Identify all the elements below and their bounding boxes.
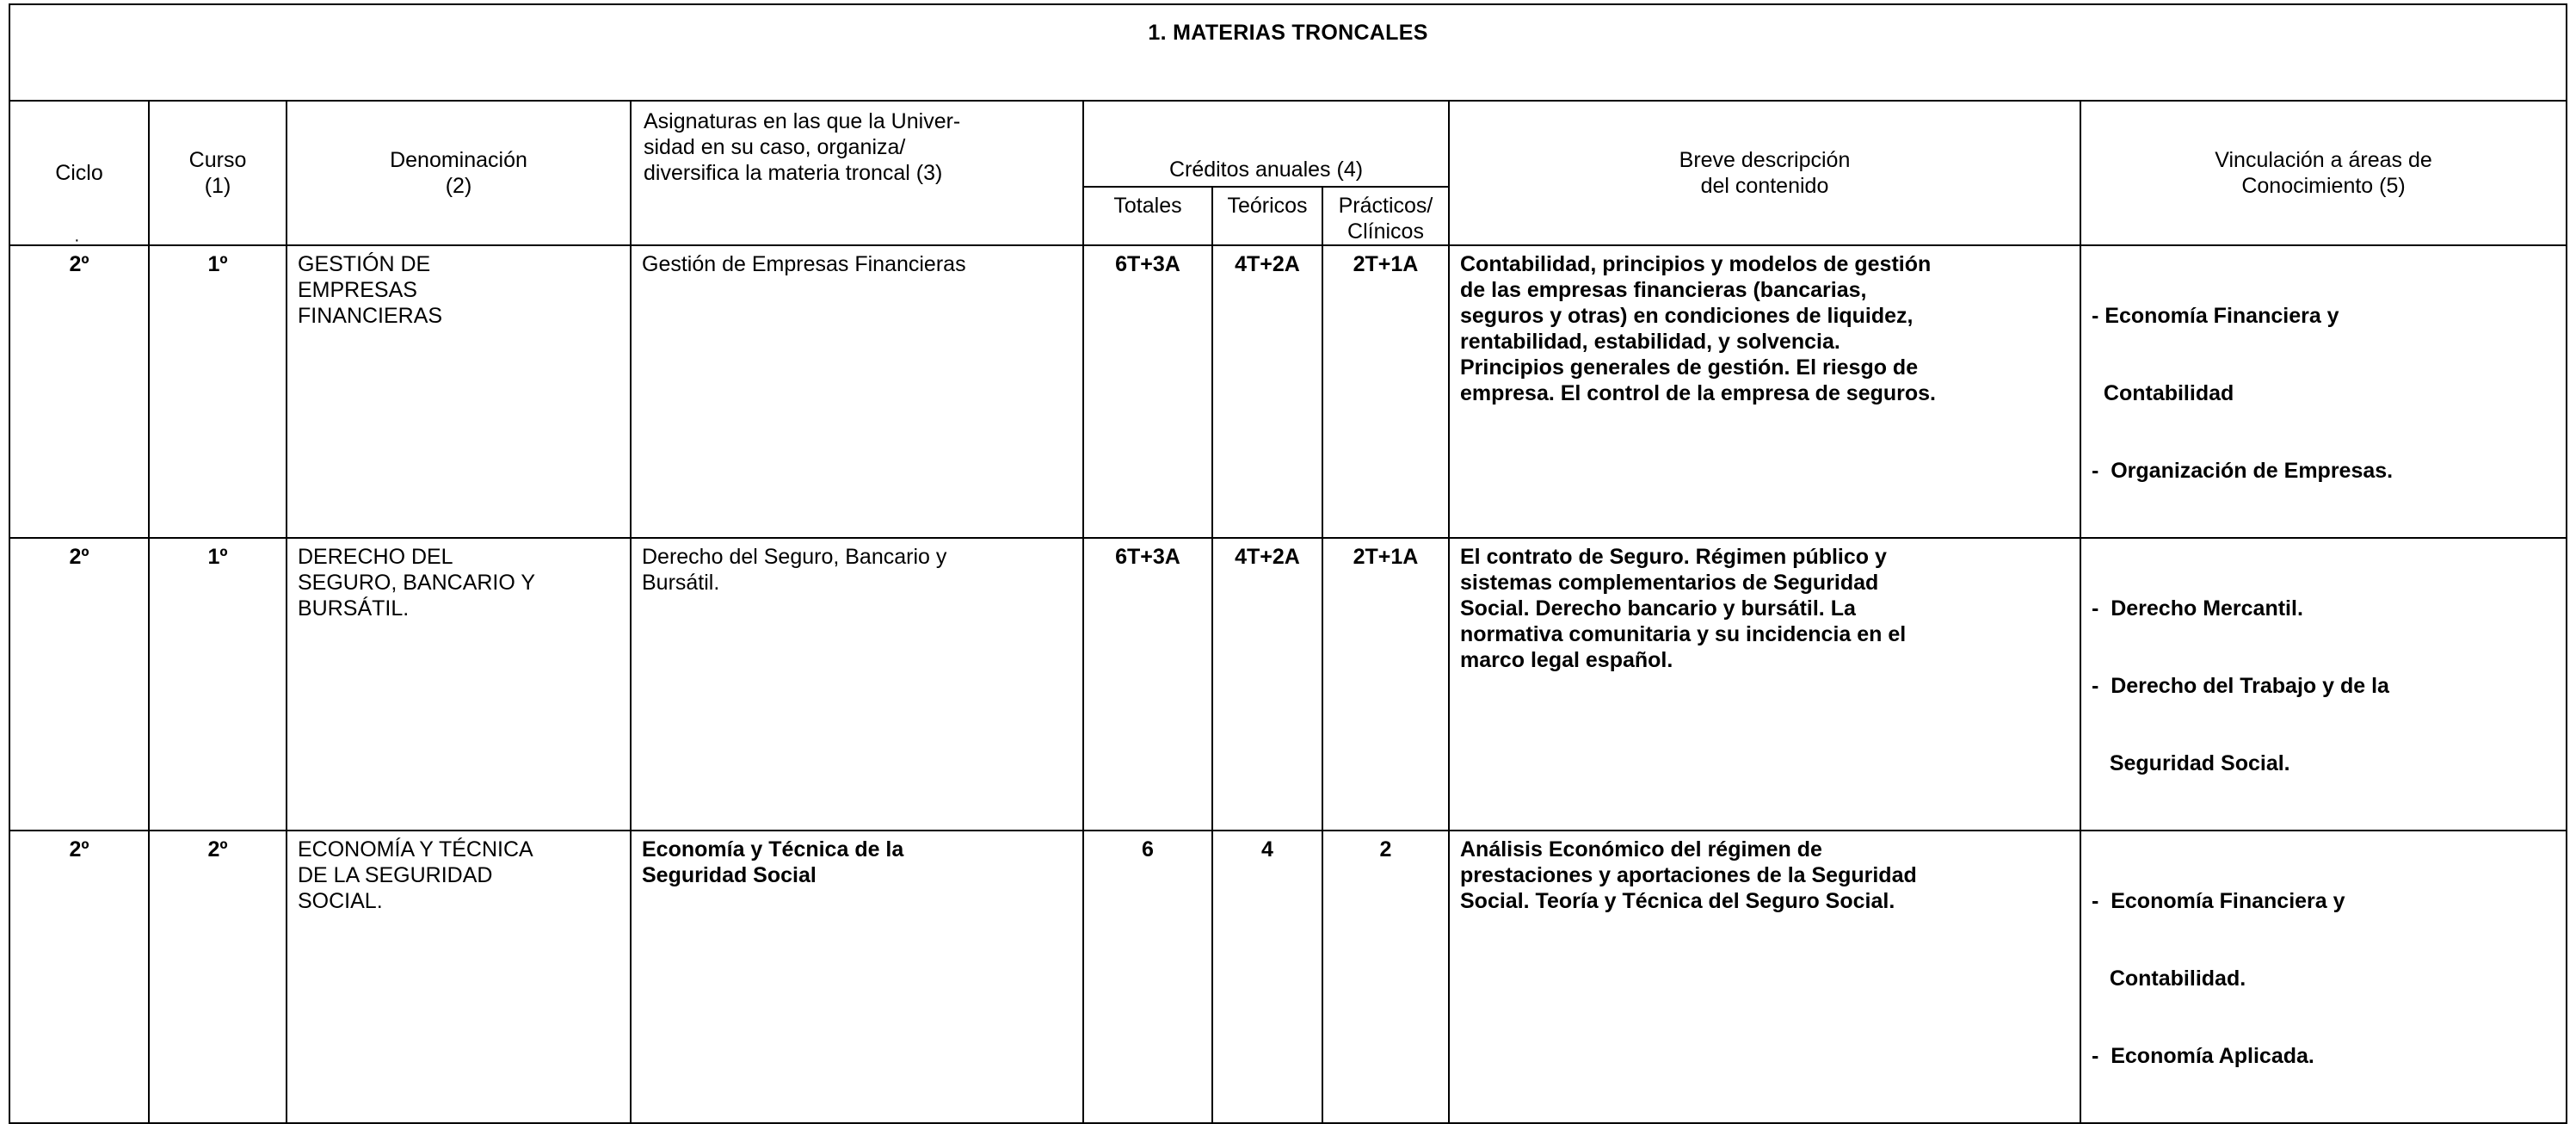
document-page	[9, 3, 2566, 1068]
descripcion-line: de las empresas financieras (bancarias,	[1460, 278, 1867, 302]
table-row	[9, 831, 2567, 1123]
descripcion-line: Análisis Económico del régimen de	[1460, 837, 1822, 862]
asignaturas-line: Seguridad Social	[642, 863, 817, 887]
asignaturas-line: Economía y Técnica de la	[642, 837, 904, 862]
area-line: Contabilidad.	[2092, 967, 2246, 991]
cell-teoricos: 4T+2A	[1212, 245, 1322, 538]
table-title: 1. MATERIAS TRONCALES	[1148, 21, 1428, 45]
cell-denominacion	[287, 538, 631, 831]
cell-practicos: 2	[1322, 831, 1449, 1123]
area-line: - Economía Financiera y	[2092, 889, 2345, 913]
descripcion-line: El contrato de Seguro. Régimen público y	[1460, 545, 1887, 569]
descripcion-line: Social. Teoría y Técnica del Seguro Social.	[1460, 889, 1895, 913]
cell-practicos: 2T+1A	[1322, 538, 1449, 831]
cell-vinculacion	[2080, 245, 2567, 538]
header-curso-line: (1)	[204, 174, 231, 198]
denominacion-line: EMPRESAS	[298, 278, 417, 302]
header-curso	[149, 101, 287, 245]
cell-asignaturas	[631, 831, 1083, 1123]
cell-descripcion	[1449, 538, 2080, 831]
header-teoricos-label: Teóricos	[1227, 194, 1308, 218]
descripcion-line: marco legal español.	[1460, 648, 1673, 672]
table-row	[9, 245, 2567, 538]
cell-denominacion	[287, 831, 631, 1123]
header-totales	[1083, 187, 1212, 245]
asignaturas-line: Bursátil.	[642, 571, 720, 595]
header-asignaturas-line: Asignaturas en las que la Univer-	[644, 109, 961, 133]
cell-practicos: 2T+1A	[1322, 245, 1449, 538]
header-totales-label: Totales	[1113, 194, 1182, 218]
header-denominacion-line: (2)	[445, 174, 472, 198]
denominacion-line: DERECHO DEL	[298, 545, 453, 569]
area-line: - Derecho del Trabajo y de la	[2092, 674, 2389, 698]
denominacion-line: SEGURO, BANCARIO Y	[298, 571, 535, 595]
header-vinculacion-line: Vinculación a áreas de	[2215, 148, 2432, 172]
materias-troncales-table	[9, 3, 2567, 1124]
cell-curso: 1º	[149, 245, 287, 538]
cell-denominacion	[287, 245, 631, 538]
header-ciclo	[9, 101, 149, 250]
header-creditos	[1083, 101, 1449, 187]
denominacion-line: DE LA SEGURIDAD	[298, 863, 493, 887]
cell-ciclo: 2º	[9, 831, 149, 1123]
area-line: - Economía Aplicada.	[2092, 1044, 2314, 1068]
header-asignaturas-line: diversifica la materia troncal (3)	[644, 161, 943, 185]
cell-curso: 2º	[149, 831, 287, 1123]
descripcion-line: prestaciones y aportaciones de la Seguridad	[1460, 863, 1917, 887]
cell-asignaturas	[631, 538, 1083, 831]
header-teoricos	[1212, 187, 1322, 245]
stray-mark: ·	[74, 231, 80, 250]
descripcion-line: rentabilidad, estabilidad, y solvencia.	[1460, 330, 1840, 354]
header-descripcion-line: del contenido	[1700, 174, 1829, 198]
cell-totales: 6	[1083, 831, 1212, 1123]
denominacion-line: ECONOMÍA Y TÉCNICA	[298, 837, 533, 862]
descripcion-line: seguros y otras) en condiciones de liquidez,	[1460, 304, 1914, 328]
header-vinculacion-line: Conocimiento (5)	[2241, 174, 2406, 198]
header-practicos	[1322, 187, 1449, 245]
cell-teoricos: 4T+2A	[1212, 538, 1322, 831]
cell-vinculacion	[2080, 831, 2567, 1123]
descripcion-line: Principios generales de gestión. El riesgo de	[1460, 355, 1919, 380]
denominacion-line: BURSÁTIL.	[298, 596, 410, 621]
header-practicos-line: Clínicos	[1347, 219, 1424, 244]
cell-totales: 6T+3A	[1083, 538, 1212, 831]
denominacion-line: SOCIAL.	[298, 889, 383, 913]
header-vinculacion	[2080, 101, 2567, 245]
header-descripcion-line: Breve descripción	[1679, 148, 1851, 172]
cell-descripcion	[1449, 245, 2080, 538]
header-practicos-line: Prácticos/	[1338, 194, 1433, 218]
area-line: - Derecho Mercantil.	[2092, 596, 2303, 621]
cell-ciclo: 2º	[9, 538, 149, 831]
cell-teoricos: 4	[1212, 831, 1322, 1123]
area-line: - Economía Financiera y	[2092, 304, 2339, 328]
cell-descripcion	[1449, 831, 2080, 1123]
descripcion-line: normativa comunitaria y su incidencia en el	[1460, 622, 1907, 646]
descripcion-line: Social. Derecho bancario y bursátil. La	[1460, 596, 1856, 621]
cell-vinculacion	[2080, 538, 2567, 831]
descripcion-line: sistemas complementarios de Seguridad	[1460, 571, 1879, 595]
denominacion-line: GESTIÓN DE	[298, 252, 431, 276]
header-denominacion-line: Denominación	[390, 148, 527, 172]
cell-ciclo: 2º	[9, 245, 149, 538]
cell-curso: 1º	[149, 538, 287, 831]
table-row	[9, 538, 2567, 831]
header-creditos-label: Créditos anuales (4)	[1168, 157, 1364, 182]
header-denominacion	[287, 101, 631, 245]
table-title-cell	[9, 4, 2567, 101]
area-line: Contabilidad	[2092, 381, 2234, 405]
asignaturas-line: Derecho del Seguro, Bancario y	[642, 545, 947, 569]
denominacion-line: FINANCIERAS	[298, 304, 443, 328]
area-line: Seguridad Social.	[2092, 751, 2290, 775]
cell-totales: 6T+3A	[1083, 245, 1212, 538]
header-curso-line: Curso	[188, 148, 247, 172]
asignaturas-line: Gestión de Empresas Financieras	[642, 252, 966, 276]
descripcion-line: empresa. El control de la empresa de seguros.	[1460, 381, 1936, 405]
header-ciclo-label: Ciclo	[55, 161, 103, 185]
cell-asignaturas	[631, 245, 1083, 538]
header-descripcion	[1449, 101, 2080, 245]
descripcion-line: Contabilidad, principios y modelos de gestión	[1460, 252, 1932, 276]
header-asignaturas	[631, 101, 1083, 245]
header-asignaturas-line: sidad en su caso, organiza/	[644, 135, 906, 159]
area-line: - Organización de Empresas.	[2092, 459, 2394, 483]
